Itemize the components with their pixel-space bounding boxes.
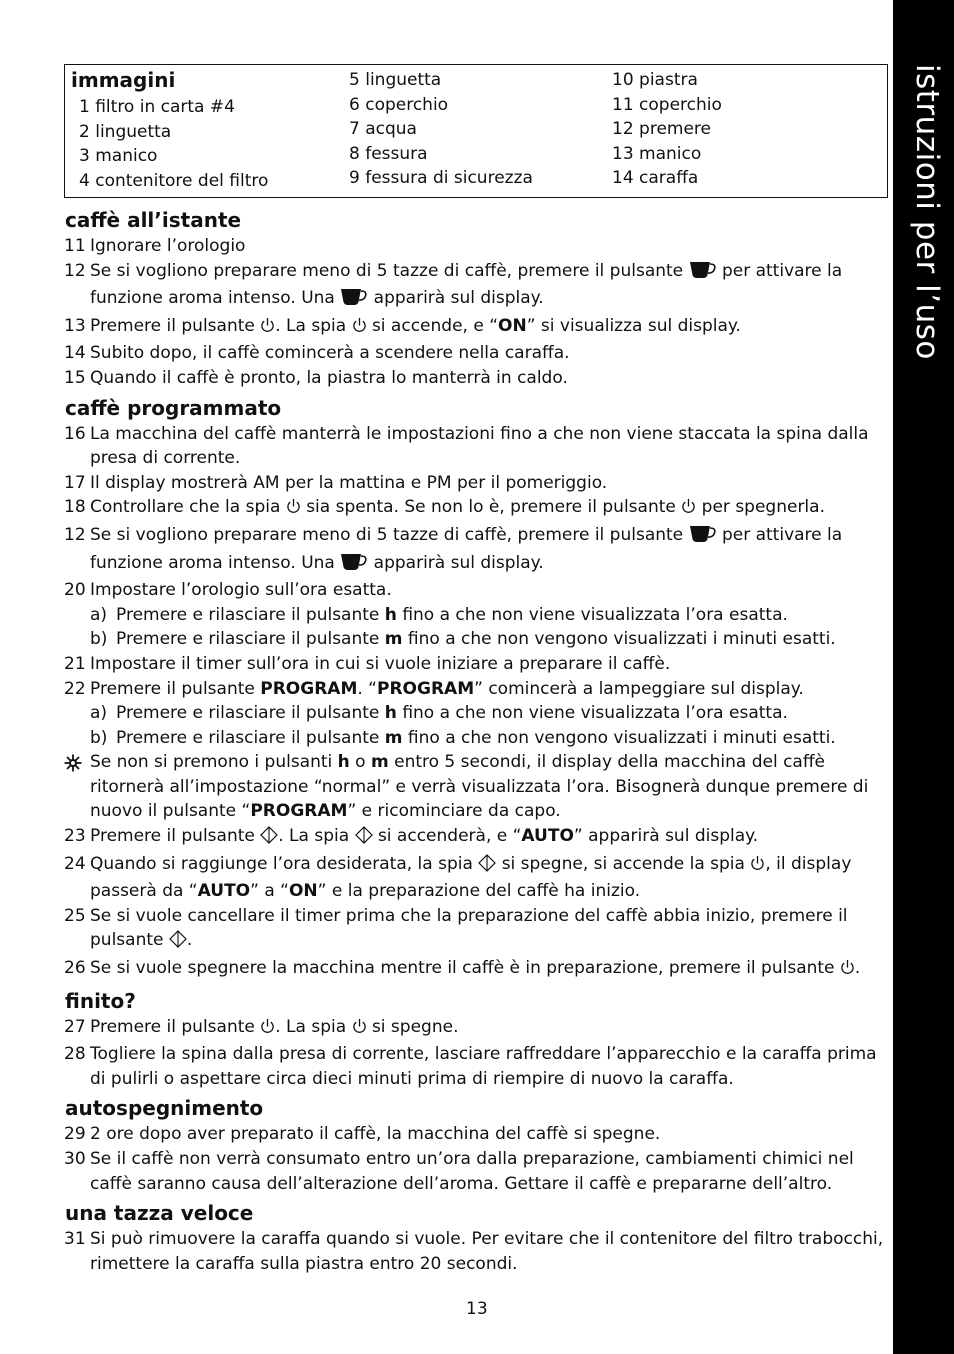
power-icon (352, 1018, 367, 1043)
power-icon (840, 959, 855, 984)
power-icon (750, 855, 765, 880)
step: 31 Si può rimuovere la caraffa quando si vuole. Per evitare che il contenitore del filtro trabocchi, rimettere la caraffa sulla piastra entro 20 secondi. (64, 1229, 884, 1274)
note: Se non si premono i pulsanti h o m entro 5 secondi, il display della macchina del caffè ritornerà all’impostazione “normal” e verrà visualizzata l’ora. Bisognerà dunque premere di nuovo il pulsante “PROGRAM” e ricominciare da capo. (64, 750, 890, 824)
cup-icon (340, 287, 368, 314)
step: 27 Premere il pulsante . La spia si spegne. (64, 1015, 890, 1043)
section-heading-quickcup: una tazza veloce (65, 1201, 254, 1226)
step: 12 Se si vogliono preparare meno di 5 tazze di caffè, premere il pulsante per attivare la funzione aroma intenso. Una apparirà sul display. (64, 523, 890, 578)
step: 16 La macchina del caffè manterrà le impostazioni fino a che non viene staccata la spina dalla presa di corrente. (64, 423, 869, 469)
step: 15 Quando il caffè è pronto, la piastra lo manterrà in caldo. (64, 367, 568, 388)
auto-diamond-icon (260, 826, 278, 852)
figure-item: 9 fessura di sicurezza (349, 168, 533, 188)
step: 20 Impostare l’orologio sull’ora esatta. (64, 580, 392, 601)
section-heading-instant: caffè all’istante (65, 208, 242, 232)
substep: b) Premere e rilasciare il pulsante m fino a che non vengono visualizzati i minuti esatti. (90, 727, 836, 748)
step: 11 Ignorare l’orologio (64, 236, 246, 256)
auto-diamond-icon (478, 854, 496, 880)
figure-item: 8 fessura (349, 143, 428, 164)
step: 26 Se si vuole spegnere la macchina mentre il caffè è in preparazione, premere il pulsante . (64, 956, 890, 984)
step: 23 Premere il pulsante . La spia si accenderà, e “AUTO” apparirà sul display. (64, 824, 890, 852)
step: 30 Se il caffè non verrà consumato entro un’ora dalla preparazione, cambiamenti chimici nel caffè saranno causa dell’alterazione dell’aroma. Gettare il caffè e prepararne dell’altro. (64, 1149, 854, 1194)
instructions (64, 203, 890, 1276)
step: 22 Premere il pulsante PROGRAM. “PROGRAM” comincerà a lampeggiare sul display. (64, 678, 804, 699)
figure-item: 7 acqua (349, 119, 417, 139)
substep: b) Premere e rilasciare il pulsante m fino a che non vengono visualizzati i minuti esatti. (90, 629, 836, 650)
figures-column-2 (349, 68, 533, 191)
figure-item: 11 coperchio (612, 94, 722, 115)
figures-legend-box (64, 64, 888, 198)
cup-icon (340, 552, 368, 579)
star-burst-icon (64, 754, 82, 780)
figures-column-1 (79, 95, 268, 193)
power-icon (352, 317, 367, 342)
step: 18 Controllare che la spia sia spenta. Se non lo è, premere il pulsante per spegnerla. (64, 495, 890, 523)
step: 12 Se si vogliono preparare meno di 5 tazze di caffè, premere il pulsante per attivare la funzione aroma intenso. Una apparirà sul display. (64, 259, 890, 314)
figure-item: 3 manico (79, 146, 158, 166)
auto-diamond-icon (169, 930, 187, 956)
step: 29 2 ore dopo aver preparato il caffè, la macchina del caffè si spegne. (64, 1124, 661, 1145)
substep: a) Premere e rilasciare il pulsante h fino a che non viene visualizzata l’ora esatta. (90, 604, 788, 625)
figure-item: 14 caraffa (612, 168, 699, 188)
step: 21 Impostare il timer sull’ora in cui si vuole iniziare a preparare il caffè. (64, 653, 671, 674)
figure-item: 10 piastra (612, 70, 698, 90)
page-number: 13 (466, 1299, 488, 1319)
power-icon (681, 498, 696, 523)
auto-diamond-icon (355, 826, 373, 852)
cup-icon (689, 524, 717, 551)
cup-icon (689, 260, 717, 287)
step: 14 Subito dopo, il caffè comincerà a scendere nella caraffa. (64, 343, 570, 364)
substep: a) Premere e rilasciare il pulsante h fino a che non viene visualizzata l’ora esatta. (90, 703, 788, 724)
power-icon (260, 1018, 275, 1043)
section-heading-programmed: caffè programmato (65, 395, 282, 420)
figures-title: immagini (71, 68, 176, 92)
section-heading-autooff: autospegnimento (65, 1096, 264, 1121)
figures-column-3 (612, 68, 722, 191)
figure-item: 6 coperchio (349, 94, 449, 115)
power-icon (286, 498, 301, 523)
step: 17 Il display mostrerà AM per la mattina e PM per il pomeriggio. (64, 472, 608, 493)
figure-item: 2 linguetta (79, 121, 172, 142)
figure-item: 1 filtro in carta #4 (79, 97, 235, 117)
figure-item: 12 premere (612, 119, 711, 139)
figure-item: 4 contenitore del filtro (79, 170, 269, 191)
step: 24 Quando si raggiunge l’ora desiderata, la spia si spegne, si accende la spia , il display passerà da “AUTO” a “ON” e la preparazione del caffè ha inizio. (64, 853, 852, 902)
power-icon (260, 317, 275, 342)
step: 25 Se si vuole cancellare il timer prima che la preparazione del caffè abbia inizio, premere il pulsante . (64, 904, 890, 956)
figure-item: 13 manico (612, 143, 702, 164)
figure-item: 5 linguetta (349, 70, 442, 90)
section-heading-finished: finito? (65, 988, 136, 1013)
step: 13 Premere il pulsante . La spia si accende, e “ON” si visualizza sul display. (64, 314, 890, 342)
side-title: istruzioni per l’uso (909, 64, 945, 360)
step: 28 Togliere la spina dalla presa di corrente, lasciare raffreddare l’apparecchio e la caraffa prima di pulirli o aspettare circa dieci minuti prima di riempire di nuovo la caraffa. (64, 1044, 877, 1089)
